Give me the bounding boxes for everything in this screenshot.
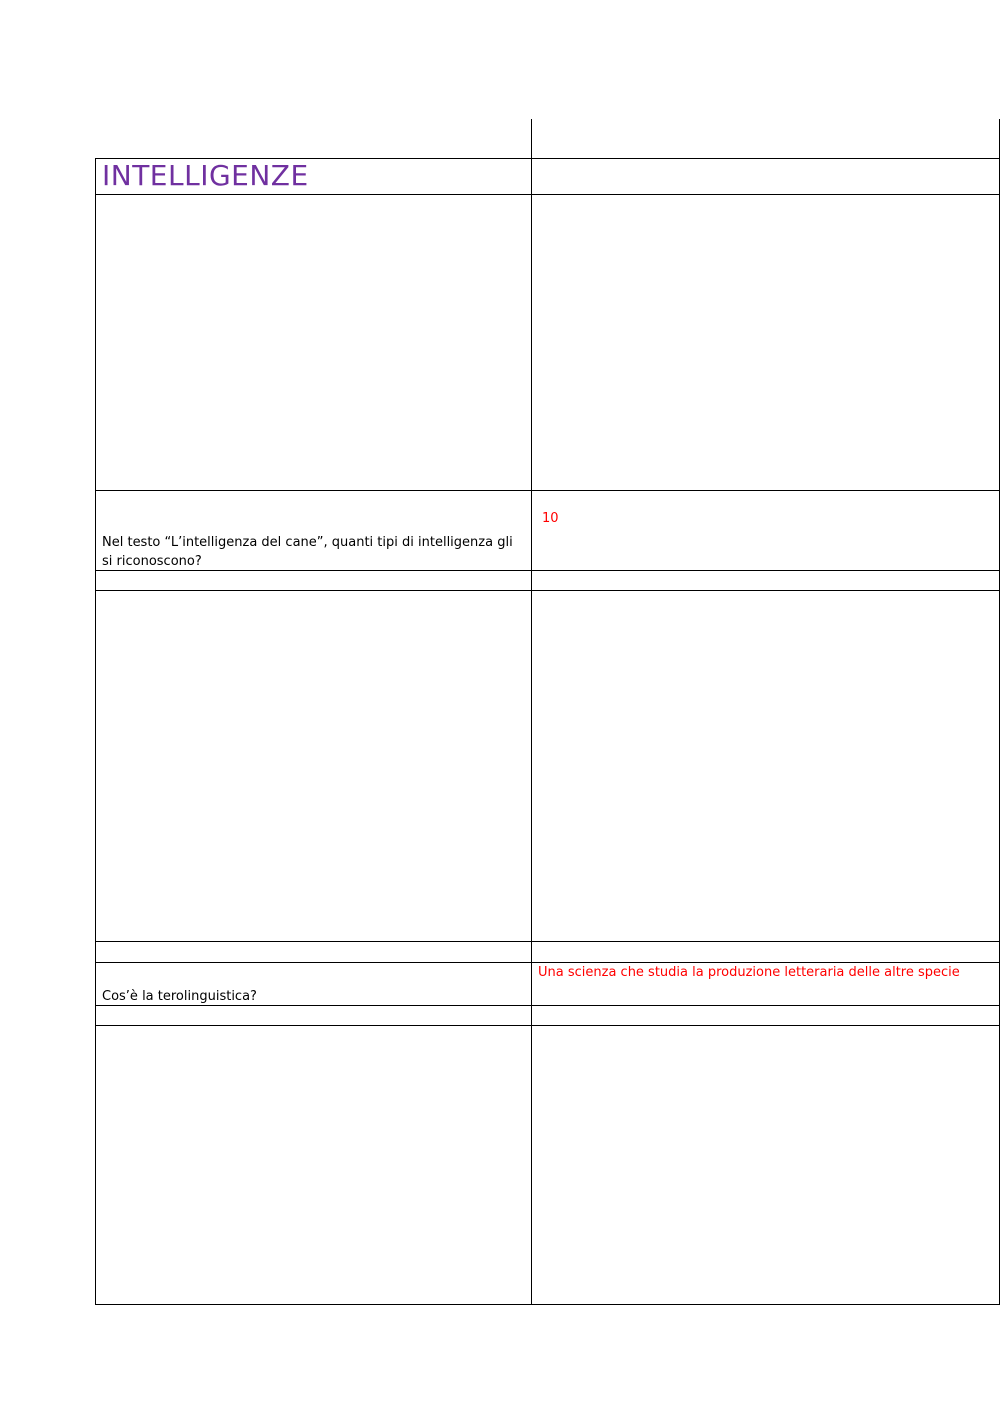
table-rule-blank2-bottom [95, 941, 1000, 942]
table-rule-middle [531, 119, 532, 1305]
table-rule-spacer1-bottom [95, 590, 1000, 591]
table-rule-q2-top [95, 962, 1000, 963]
table-rule-q1-top [95, 490, 1000, 491]
answer-cell-text: Una scienza che studia la produzione letteraria delle altre specie [538, 965, 960, 980]
table-rule-bottom [95, 1304, 1000, 1305]
question-cell-text: Nel testo “L’intelligenza del cane”, quanti tipi di intelligenza gli si riconoscono? [102, 535, 513, 569]
table-rule-spacer3-bottom [95, 1025, 1000, 1026]
answer-cell-text: 10 [542, 511, 559, 526]
question-cell-text: Cos’è la terolinguistica? [102, 989, 257, 1004]
table-rule-title-bottom [95, 194, 1000, 195]
table-rule-left [95, 158, 96, 1305]
page-title: INTELLIGENZE [102, 159, 309, 192]
